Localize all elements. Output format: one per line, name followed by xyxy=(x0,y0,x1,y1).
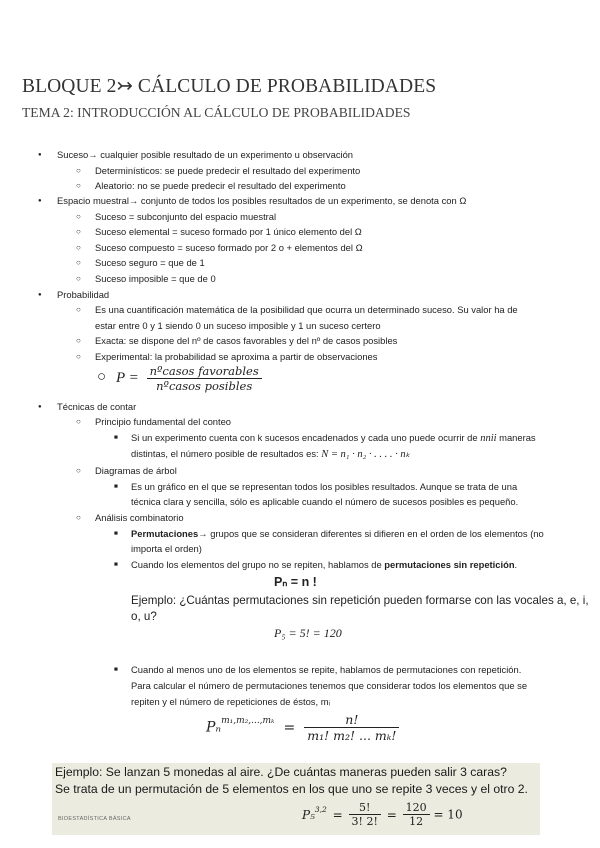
formula-denominator: nºcasos posibles xyxy=(156,379,253,393)
principio-text-1 xyxy=(131,432,536,445)
permutaciones-text-2: importa el orden) xyxy=(131,543,202,554)
sub-suceso-subconjunto: ○ Suceso = subconjunto del espacio muestral xyxy=(95,211,276,223)
example-f1-num: 5! xyxy=(349,801,381,815)
sin-repeticion-c: . xyxy=(514,559,518,570)
sin-repeticion-text xyxy=(131,559,517,571)
sub-aleatorio: ○ Aleatorio: no se puede predecir el resultado del experimento xyxy=(95,180,346,192)
permutaciones-label: Permutaciones xyxy=(131,528,199,539)
example-formula: P₅$^{3,2}$ = $\frac{5!}{3! 2!}$ = $\frac{120}{12}$ = 10 xyxy=(302,801,463,828)
formula-fraction xyxy=(147,364,262,393)
rep-lhs: Pₙ xyxy=(206,719,222,736)
sub-definicion-line2: estar entre 0 y 1 siendo 0 un suceso imposible y 1 un suceso certero xyxy=(95,320,381,331)
pn-formula: Pₙ = n ! xyxy=(274,575,317,589)
permutaciones-def: → grupos que se consideran diferentes si difieren en el orden de los elementos (no xyxy=(198,528,544,539)
p5-formula: P₅ = 5! = 120 xyxy=(274,626,342,640)
example-line-2: Se trata de un permutación de 5 elementos en los que uno se repite 3 veces y el otro 2. xyxy=(55,782,528,796)
rep-superscript: m₁,m₂,...,mₖ xyxy=(221,716,275,727)
sub-suceso-compuesto: ○ Suceso compuesto = suceso formado por 2 o + elementos del Ω xyxy=(95,242,363,254)
example-fraction-2 xyxy=(403,801,430,828)
example-f1-den: 3! 2! xyxy=(351,815,378,828)
page-title: BLOQUE 2↣ CÁLCULO DE PROBABILIDADES xyxy=(22,76,437,97)
example-box xyxy=(52,763,540,835)
probability-formula: ○ P = $\frac{\text{nºcasos favorables}}{\text{nºcasos posibles}}$ xyxy=(97,364,262,393)
con-repeticion-text-3: repiten y el número de repeticiones de éstos, mᵢ xyxy=(131,696,330,707)
rep-equals: = xyxy=(283,719,296,736)
sub-diagramas: ○ Diagramas de árbol xyxy=(95,465,177,477)
rep-denominator: m₁! m₂! ... mₖ! xyxy=(307,728,397,743)
page-subtitle: TEMA 2: INTRODUCCIÓN AL CÁLCULO DE PROBABILIDADES xyxy=(22,105,411,120)
sub-definicion-line1: ○ Es una cuantificación matemática de la posibilidad que ocurra un determinado suceso. Su valor ha de xyxy=(95,304,518,316)
sub-suceso-seguro: ○ Suceso seguro = que de 1 xyxy=(95,257,205,269)
diagramas-text-2: técnica clara y sencilla, sólo es aplicable cuando el número de sucesos posibles es pequeño. xyxy=(131,496,519,507)
ejemplo-vocales-2: o, u? xyxy=(131,610,157,623)
con-repeticion-text-1: ■ Cuando al menos uno de los elementos se repite, hablamos de permutaciones con repetición. xyxy=(131,664,521,676)
example-fraction-1 xyxy=(349,801,381,828)
example-lhs-sup: 3,2 xyxy=(314,805,327,814)
sub-deterministicos: ○ Determinísticos: se puede predecir el resultado del experimento xyxy=(95,165,360,177)
bullet-espacio-muestral: ● Espacio muestral→ conjunto de todos los posibles resultados de un experimento, se denota con Ω xyxy=(57,195,466,207)
sub-principio: ○ Principio fundamental del conteo xyxy=(95,416,231,428)
principio-text-1a: Si un experimento cuenta con k sucesos encadenados y cada uno puede ocurrir de xyxy=(131,432,481,443)
repetition-formula xyxy=(206,712,399,743)
sin-repeticion-a: Cuando los elementos del grupo no se repiten, hablamos de xyxy=(131,559,385,570)
example-result: = 10 xyxy=(433,807,463,822)
sub-experimental: ○ Experimental: la probabilidad se aproxima a partir de observaciones xyxy=(95,351,377,363)
sin-repeticion-b: permutaciones sin repetición xyxy=(384,559,515,570)
example-lhs: P₅ xyxy=(302,808,315,822)
principio-nnii: nnii xyxy=(480,433,497,444)
principio-formula: N = n₁ · n₂ · . . . . · nₖ xyxy=(321,449,411,460)
principio-text-2 xyxy=(131,448,410,461)
rep-fraction xyxy=(304,712,399,743)
permutaciones-text-1 xyxy=(131,528,544,540)
diagramas-text-1: ■ Es un gráfico en el que se representan todos los posibles resultados. Aunque se trata de una xyxy=(131,481,517,493)
sub-suceso-elemental: ○ Suceso elemental = suceso formado por 1 único elemento del Ω xyxy=(95,226,362,238)
ejemplo-vocales-1: Ejemplo: ¿Cuántas permutaciones sin repetición pueden formarse con las vocales a, e, i, xyxy=(131,594,589,607)
example-line-1: Ejemplo: Se lanzan 5 monedas al aire. ¿De cuántas maneras pueden salir 3 caras? xyxy=(55,765,507,779)
example-f2-den: 12 xyxy=(409,815,424,828)
sub-analisis: ○ Análisis combinatorio xyxy=(95,512,184,524)
example-f2-num: 120 xyxy=(403,801,430,815)
formula-lhs: P = xyxy=(115,370,139,387)
sub-exacta: ○ Exacta: se dispone del nº de casos favorables y del nº de casos posibles xyxy=(95,335,397,347)
rep-numerator: n! xyxy=(304,712,399,728)
con-repeticion-text-2: Para calcular el número de permutaciones tenemos que considerar todos los elementos que se xyxy=(131,680,528,691)
bullet-tecnicas: ● Técnicas de contar xyxy=(57,401,136,413)
sub-suceso-imposible: ○ Suceso imposible = que de 0 xyxy=(95,273,216,285)
bullet-probabilidad: ● Probabilidad xyxy=(57,289,109,301)
example-footer: BIOESTADÍSTICA BÁSICA xyxy=(58,816,131,822)
bullet-suceso: ● Suceso→ cualquier posible resultado de un experimento u observación xyxy=(57,149,353,161)
principio-text-2a: distintas, el número posible de resultados es: xyxy=(131,448,322,459)
formula-numerator: nºcasos favorables xyxy=(147,364,262,379)
principio-text-1c: maneras xyxy=(496,432,536,443)
